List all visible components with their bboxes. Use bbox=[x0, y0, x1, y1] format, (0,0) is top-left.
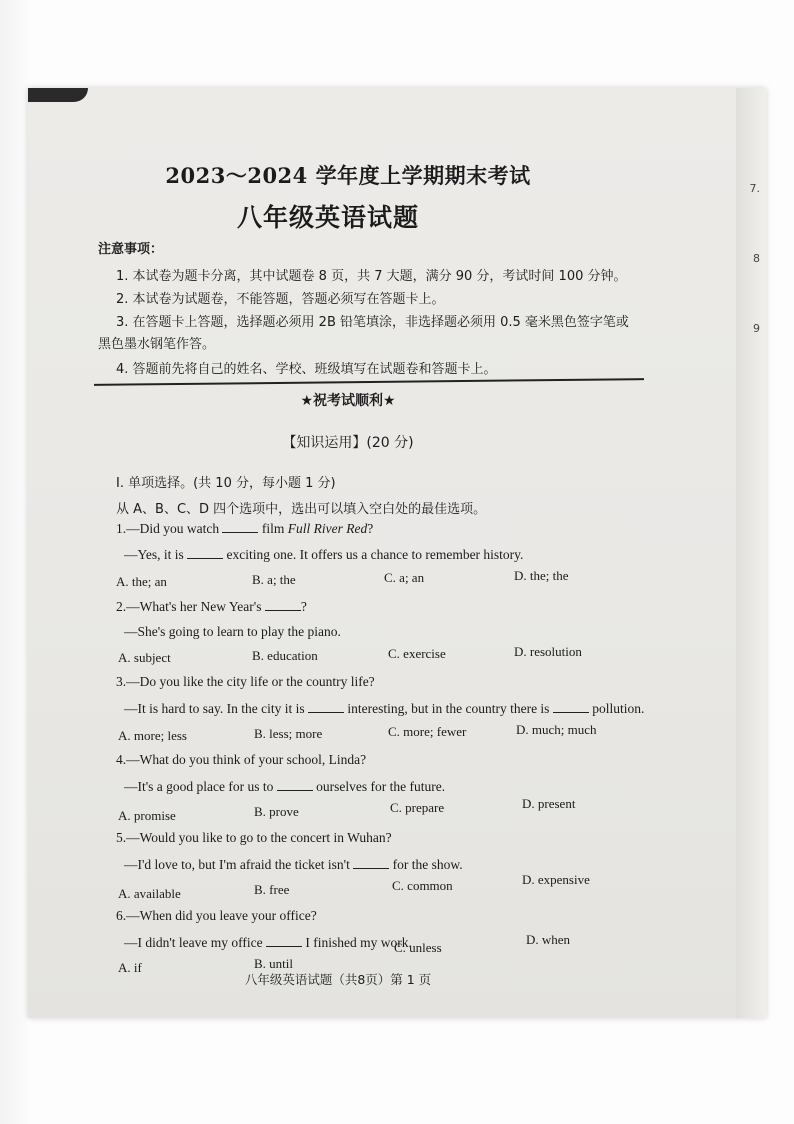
answer-blank bbox=[265, 598, 301, 611]
answer-blank bbox=[553, 700, 589, 713]
option-b: B. prove bbox=[254, 804, 299, 819]
question-6-reply: —I didn't leave my office I finished my work. bbox=[124, 935, 412, 950]
option-d: D. present bbox=[522, 796, 576, 811]
answer-blank bbox=[222, 520, 258, 533]
option-a: A. available bbox=[118, 886, 181, 901]
option-b: B. until bbox=[254, 956, 294, 971]
option-b: B. less; more bbox=[254, 726, 323, 741]
divider-line bbox=[94, 378, 644, 386]
page-content bbox=[28, 88, 766, 1018]
option-a: A. the; an bbox=[116, 574, 167, 589]
question-3-prompt: 3.—Do you like the city life or the country life? bbox=[116, 674, 375, 689]
question-4-reply: —It's a good place for us to ourselves for the future. bbox=[124, 779, 446, 794]
answer-blank bbox=[353, 856, 389, 869]
question-5-reply: —I'd love to, but I'm afraid the ticket isn't for the show. bbox=[124, 857, 463, 872]
note-item: 2. 本试卷为试题卷，不能答题，答题必须写在答题卡上。 bbox=[116, 292, 445, 307]
option-a: A. more; less bbox=[118, 728, 187, 743]
section-title: 【知识运用】(20 分) bbox=[282, 435, 414, 451]
photo-background bbox=[0, 0, 28, 1124]
question-4-prompt: 4.—What do you think of your school, Linda? bbox=[116, 752, 367, 767]
part-instruction: 从 A、B、C、D 四个选项中，选出可以填入空白处的最佳选项。 bbox=[116, 502, 487, 517]
option-a: A. promise bbox=[118, 808, 176, 823]
edge-number: 8 bbox=[753, 252, 760, 265]
question-1-prompt: 1.—Did you watch film Full River Red? bbox=[116, 521, 374, 536]
option-b: B. education bbox=[252, 648, 318, 663]
question-3-reply: —It is hard to say. In the city it is interesting, but in the country there is pollution. bbox=[124, 701, 645, 716]
note-item: 4. 答题前先将自己的姓名、学校、班级填写在试题卷和答题卡上。 bbox=[116, 362, 497, 377]
option-b: B. a; the bbox=[252, 572, 296, 587]
edge-number: 9 bbox=[753, 322, 760, 335]
option-d: D. the; the bbox=[514, 568, 569, 583]
answer-blank bbox=[187, 546, 223, 559]
option-d: D. much; much bbox=[516, 722, 597, 737]
part-title: Ⅰ. 单项选择。(共 10 分，每小题 1 分) bbox=[116, 476, 336, 491]
notes-heading: 注意事项： bbox=[98, 242, 164, 257]
question-6-prompt: 6.—When did you leave your office? bbox=[116, 908, 317, 923]
option-d: D. expensive bbox=[522, 872, 590, 887]
question-1-reply: —Yes, it is exciting one. It offers us a chance to remember history. bbox=[124, 547, 524, 562]
question-2-prompt: 2.—What's her New Year's ? bbox=[116, 599, 307, 614]
option-c: C. prepare bbox=[390, 800, 445, 815]
option-c: C. a; an bbox=[384, 570, 425, 585]
exam-title: 2023～2024 学年度上学期期末考试 bbox=[165, 163, 531, 188]
option-a: A. subject bbox=[118, 650, 171, 665]
note-item: 3. 在答题卡上答题，选择题必须用 2B 铅笔填涂，非选择题必须用 0.5 毫米黑色签字笔或 bbox=[116, 315, 629, 330]
exam-paper bbox=[28, 88, 766, 1018]
option-c: C. more; fewer bbox=[388, 724, 467, 739]
edge-number: 7. bbox=[749, 182, 760, 195]
exam-subtitle: 八年级英语试题 bbox=[236, 203, 419, 232]
option-a: A. if bbox=[118, 960, 142, 975]
option-c: C. exercise bbox=[388, 646, 446, 661]
answer-blank bbox=[266, 934, 302, 947]
option-d: D. resolution bbox=[514, 644, 582, 659]
answer-blank bbox=[277, 778, 313, 791]
question-2-reply: —She's going to learn to play the piano. bbox=[124, 624, 341, 639]
good-luck-banner: ★祝考试顺利★ bbox=[300, 393, 396, 409]
question-5-prompt: 5.—Would you like to go to the concert in Wuhan? bbox=[116, 830, 392, 845]
option-b: B. free bbox=[254, 882, 290, 897]
page-footer: 八年级英语试题（共8页）第 1 页 bbox=[244, 972, 432, 987]
option-c: C. common bbox=[392, 878, 453, 893]
option-d: D. when bbox=[526, 932, 571, 947]
answer-blank bbox=[308, 700, 344, 713]
note-item: 1. 本试卷为题卡分离，其中试题卷 8 页，共 7 大题，满分 90 分，考试时间 100 分钟。 bbox=[116, 269, 627, 284]
note-item-continuation: 黑色墨水钢笔作答。 bbox=[98, 337, 216, 352]
option-c: C. unless bbox=[394, 940, 442, 955]
